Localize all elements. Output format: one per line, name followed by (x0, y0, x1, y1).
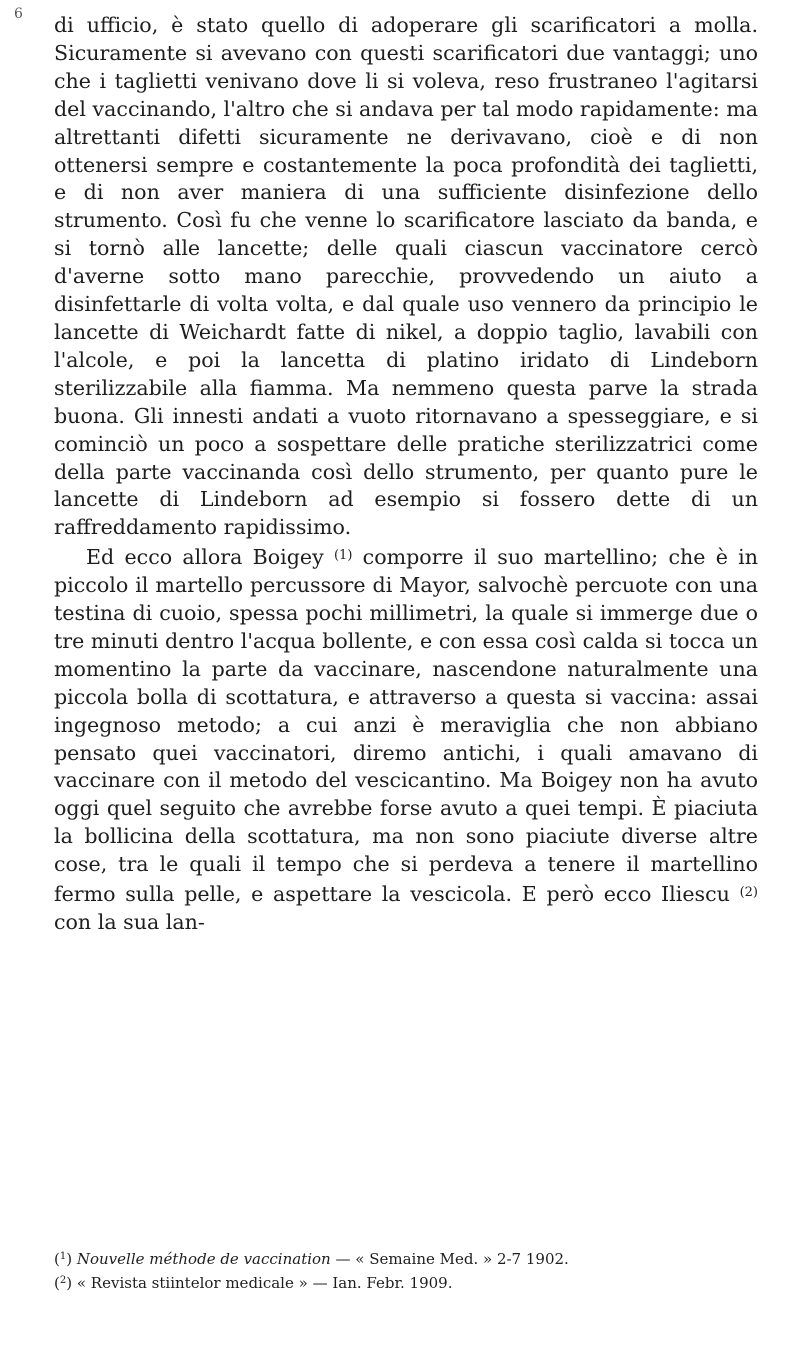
footnote-1: ($^1$) Nouvelle méthode de vaccination — « Semaine Med. » 2-7 1902. (54, 1250, 569, 1268)
paragraph-2-text-a: Ed ecco allora Boigey (86, 545, 334, 570)
footnote-2-marker: 2 (59, 1275, 67, 1286)
footnote-ref-1: (1) (333, 548, 353, 564)
paragraph-1: di ufficio, è stato quello di adoperare gli scarificatori a molla. Sicuramente si avevano con questi scarificatori due vantaggi; uno che i taglietti venivano dove li si voleva, reso frustraneo l'agitarsi del vaccinando, l'altro che si andava per tal modo rapidamente: ma altrettanti difetti sicuramente ne derivavano, cioè e di non ottenersi sempre e costantemente la poca profondità dei taglietti, e di non aver maniera di una sufficiente disinfezione dello strumento. Così fu che venne lo scarificatore lasciato da banda, e si tornò alle lancette; delle quali ciascun vaccinatore cercò d'averne sotto mano parecchie, provvedendo un aiuto a disinfettarle di volta volta, e dal quale uso vennero da principio le lancette di Weichardt fatte di nikel, a doppio taglio, lavabili con l'alcole, e poi la lancetta di platino iridato di Lindeborn sterilizzabile alla fiamma. Ma nemmeno questa parve la strada buona. Gli innesti andati a vuoto ritornavano a spesseggiare, e si cominciò un poco a sospettare delle pratiche sterilizzatrici come della parte vaccinanda così dello strumento, per quanto pure le lancette di Lindeborn ad esempio si fossero dette di un raffreddamento rapidissimo. (54, 13, 758, 540)
footnote-1-title: Nouvelle méthode de vaccination (76, 1250, 331, 1268)
footnote-1-marker: 1 (59, 1251, 67, 1262)
footnote-2-source: « Revista stiintelor medicale » — Ian. Febr. 1909. (72, 1274, 453, 1292)
paragraph-2-text-b: comporre il suo martellino; che è in piccolo il martello percussore di Mayor, salvochè percuote con una testina di cuoio, spessa pochi millimetri, la quale si immerge due o tre minuti dentro l'acqua bollente, e con essa così calda si tocca un momentino la parte da vaccinare, nascendone naturalmente una piccola bolla di scottatura, e attraverso a questa si vaccina: assai ingegnoso metodo; a cui anzi è meraviglia che non abbiano pensato quei vaccinatori, diremo antichi, i quali amavano di vaccinare con il metodo del vescicantino. Ma Boigey non ha avuto oggi quel seguito che avrebbe forse avuto a quei tempi. È piaciuta la bollicina della scottatura, ma non sono piaciute diverse altre cose, tra le quali il tempo che si perdeva a tenere il martellino fermo sulla pelle, e aspettare la vescicola. E però ecco Iliescu (54, 545, 758, 907)
paragraph-2 (54, 542, 758, 937)
footnote-ref-2: (2) (739, 885, 758, 901)
footnote-2: ($^2$) « Revista stiintelor medicale » — Ian. Febr. 1909. (54, 1274, 453, 1292)
body-text (54, 12, 758, 937)
paragraph-2-text-c: con la sua lan- (54, 910, 205, 934)
page-number: 6 (14, 6, 23, 22)
footnote-1-source: — « Semaine Med. » 2-7 1902. (330, 1250, 569, 1268)
footnotes (54, 1246, 758, 1294)
